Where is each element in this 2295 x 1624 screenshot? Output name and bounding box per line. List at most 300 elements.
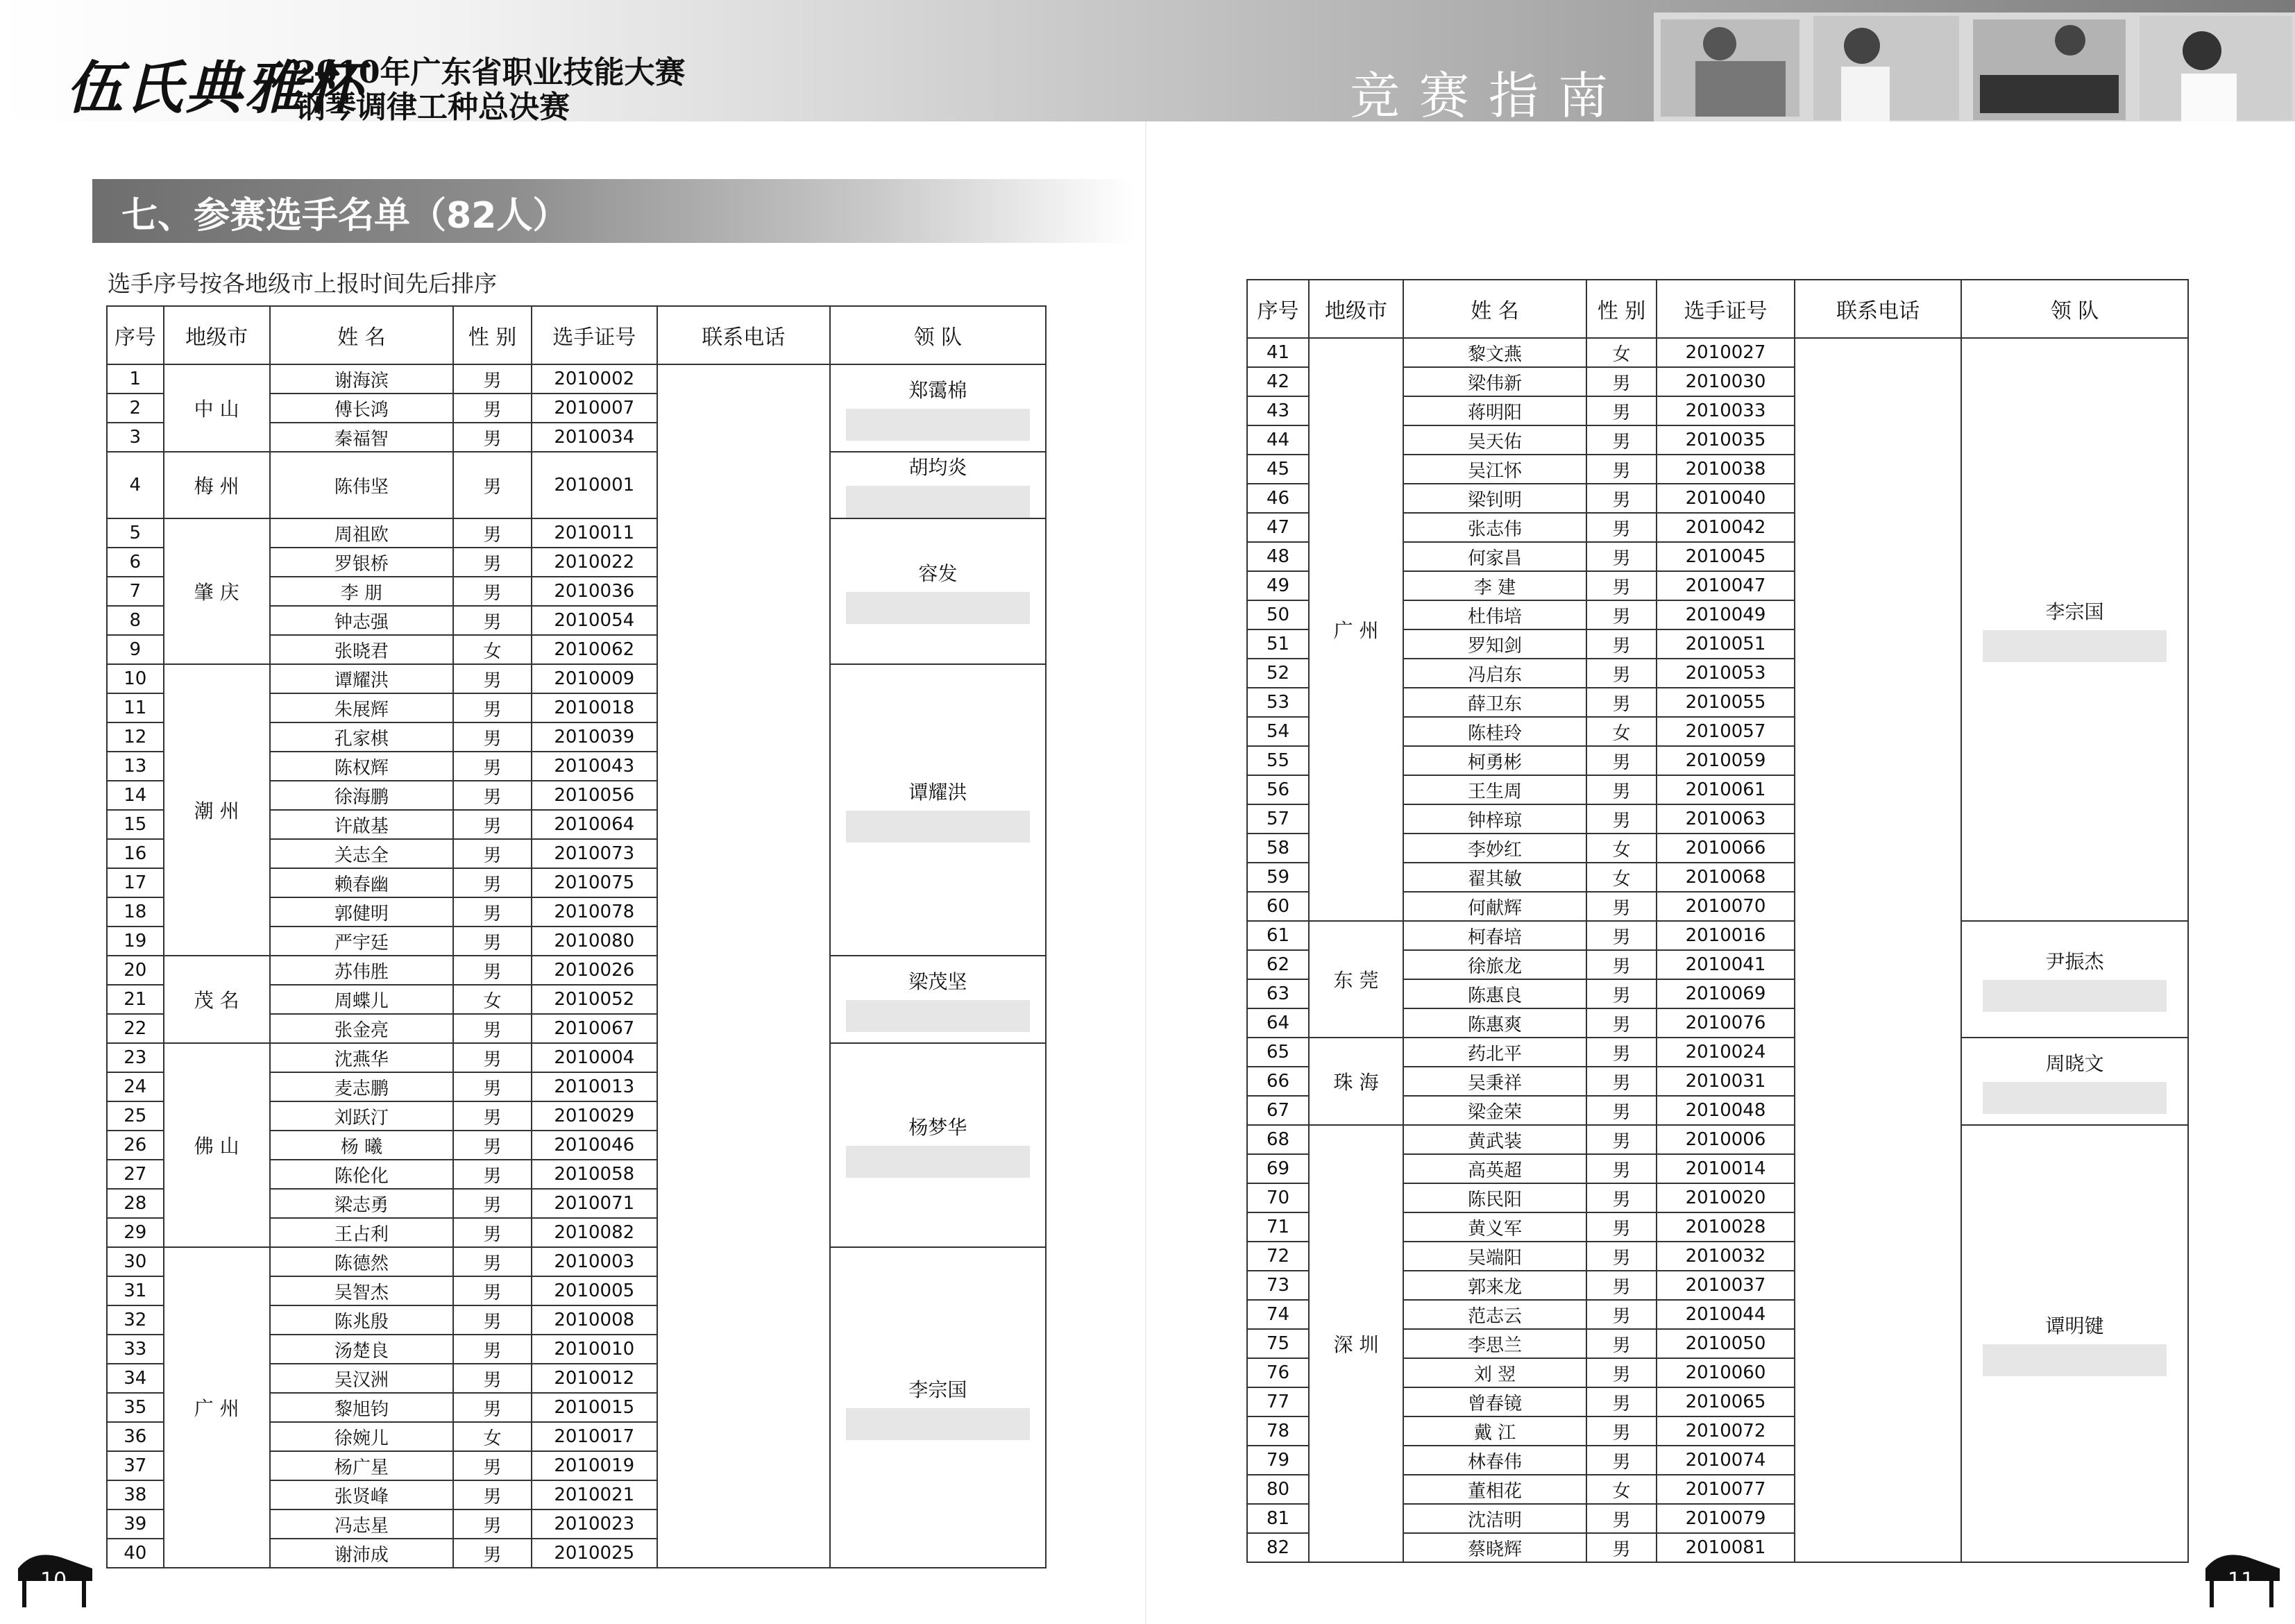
- city-cell: 潮 州: [164, 664, 270, 956]
- player-id-cell: 2010070: [1657, 892, 1795, 921]
- name-cell: 赖春幽: [270, 868, 454, 897]
- leader-phone-placeholder: [846, 592, 1030, 624]
- name-cell: 冯启东: [1403, 659, 1586, 688]
- player-id-cell: 2010069: [1657, 979, 1795, 1008]
- seq-cell: 71: [1247, 1212, 1309, 1242]
- player-id-cell: 2010015: [532, 1393, 657, 1422]
- name-cell: 梁金荣: [1403, 1096, 1586, 1125]
- seq-cell: 77: [1247, 1387, 1309, 1416]
- name-cell: 梁伟新: [1403, 367, 1586, 396]
- brand-logo: 伍氏典雅杯: [66, 55, 364, 121]
- seq-cell: 23: [107, 1043, 164, 1072]
- gender-cell: 女: [453, 635, 532, 664]
- player-id-cell: 2010043: [532, 752, 657, 781]
- seq-cell: 22: [107, 1014, 164, 1043]
- gender-cell: 男: [1586, 1038, 1657, 1067]
- leader-phone-placeholder: [1983, 1082, 2167, 1114]
- name-cell: 陈伦化: [270, 1160, 454, 1189]
- phone-cell: [657, 364, 830, 1568]
- player-id-cell: 2010001: [532, 452, 657, 518]
- name-cell: 徐婉儿: [270, 1422, 454, 1451]
- player-id-cell: 2010022: [532, 548, 657, 577]
- page-number-right: [2200, 1548, 2283, 1610]
- seq-cell: 12: [107, 722, 164, 752]
- seq-cell: 39: [107, 1509, 164, 1539]
- name-cell: 李 朋: [270, 577, 454, 606]
- leader-name: 谭耀洪: [908, 781, 967, 804]
- seq-cell: 70: [1247, 1183, 1309, 1212]
- col-city: 地级市: [1309, 280, 1403, 338]
- gender-cell: 男: [453, 868, 532, 897]
- col-leader: 领 队: [830, 306, 1046, 364]
- gender-cell: 男: [453, 927, 532, 956]
- seq-cell: 7: [107, 577, 164, 606]
- leader-cell: [1961, 1125, 2188, 1562]
- city-cell: 东 莞: [1309, 921, 1403, 1038]
- gender-cell: 男: [453, 423, 532, 452]
- seq-cell: 51: [1247, 629, 1309, 659]
- player-id-cell: 2010047: [1657, 571, 1795, 600]
- seq-cell: 46: [1247, 484, 1309, 513]
- seq-cell: 53: [1247, 688, 1309, 717]
- gender-cell: 男: [1586, 1096, 1657, 1125]
- table-row: [107, 1247, 1046, 1276]
- seq-cell: 55: [1247, 746, 1309, 775]
- leader-name: 容发: [918, 562, 958, 585]
- competition-title-line1: 2010年广东省职业技能大赛: [295, 55, 686, 90]
- seq-cell: 54: [1247, 717, 1309, 746]
- player-id-cell: 2010080: [532, 927, 657, 956]
- seq-cell: 18: [107, 897, 164, 927]
- seq-cell: 62: [1247, 950, 1309, 979]
- player-id-cell: 2010011: [532, 518, 657, 548]
- col-phone: 联系电话: [1795, 280, 1961, 338]
- seq-cell: 73: [1247, 1271, 1309, 1300]
- seq-cell: 13: [107, 752, 164, 781]
- seq-cell: 42: [1247, 367, 1309, 396]
- name-cell: 柯春培: [1403, 921, 1586, 950]
- player-id-cell: 2010068: [1657, 863, 1795, 892]
- player-id-cell: 2010038: [1657, 455, 1795, 484]
- player-id-cell: 2010002: [532, 364, 657, 394]
- player-id-cell: 2010066: [1657, 834, 1795, 863]
- name-cell: 关志全: [270, 839, 454, 868]
- player-id-cell: 2010082: [532, 1218, 657, 1247]
- player-id-cell: 2010025: [532, 1539, 657, 1568]
- leader-cell: [1961, 338, 2188, 921]
- player-id-cell: 2010039: [532, 722, 657, 752]
- seq-cell: 28: [107, 1189, 164, 1218]
- table-row: [1247, 921, 2188, 950]
- gender-cell: 女: [453, 1422, 532, 1451]
- player-id-cell: 2010007: [532, 394, 657, 423]
- col-gender: 性 别: [1586, 280, 1657, 338]
- name-cell: 朱展辉: [270, 693, 454, 722]
- table-row: [1247, 1125, 2188, 1154]
- gender-cell: 男: [1586, 950, 1657, 979]
- player-id-cell: 2010023: [532, 1509, 657, 1539]
- player-id-cell: 2010019: [532, 1451, 657, 1480]
- gender-cell: 男: [453, 1539, 532, 1568]
- seq-cell: 2: [107, 394, 164, 423]
- player-id-cell: 2010004: [532, 1043, 657, 1072]
- roster-body-right: [1247, 338, 2188, 1562]
- gender-cell: 男: [453, 577, 532, 606]
- gender-cell: 男: [1586, 1358, 1657, 1387]
- leader-phone-placeholder: [1983, 980, 2167, 1012]
- name-cell: 钟志强: [270, 606, 454, 635]
- page-gutter: [1145, 121, 1146, 1624]
- gender-cell: 男: [1586, 1183, 1657, 1212]
- seq-cell: 31: [107, 1276, 164, 1305]
- name-cell: 李思兰: [1403, 1329, 1586, 1358]
- seq-cell: 41: [1247, 338, 1309, 367]
- seq-cell: 69: [1247, 1154, 1309, 1183]
- gender-cell: 男: [1586, 1008, 1657, 1038]
- gender-cell: 男: [1586, 746, 1657, 775]
- seq-cell: 10: [107, 664, 164, 693]
- table-row: [107, 518, 1046, 548]
- name-cell: 范志云: [1403, 1300, 1586, 1329]
- city-cell: 佛 山: [164, 1043, 270, 1247]
- player-id-cell: 2010081: [1657, 1533, 1795, 1562]
- gender-cell: 男: [453, 1072, 532, 1101]
- seq-cell: 64: [1247, 1008, 1309, 1038]
- header-photo-strip: [1654, 12, 2295, 121]
- gender-cell: 男: [453, 1509, 532, 1539]
- name-cell: 严宇廷: [270, 927, 454, 956]
- seq-cell: 81: [1247, 1504, 1309, 1533]
- leader-name: 胡均炎: [908, 456, 967, 479]
- name-cell: 黎旭钧: [270, 1393, 454, 1422]
- seq-cell: 3: [107, 423, 164, 452]
- leader-cell: [1961, 1038, 2188, 1125]
- player-id-cell: 2010071: [532, 1189, 657, 1218]
- gender-cell: 男: [453, 1189, 532, 1218]
- leader-name: 梁茂坚: [908, 970, 967, 993]
- name-cell: 刘跃汀: [270, 1101, 454, 1131]
- player-id-cell: 2010012: [532, 1364, 657, 1393]
- seq-cell: 68: [1247, 1125, 1309, 1154]
- gender-cell: 男: [1586, 892, 1657, 921]
- name-cell: 谢海滨: [270, 364, 454, 394]
- gender-cell: 男: [453, 781, 532, 810]
- gender-cell: 男: [1586, 1387, 1657, 1416]
- player-id-cell: 2010055: [1657, 688, 1795, 717]
- player-id-cell: 2010060: [1657, 1358, 1795, 1387]
- name-cell: 梁志勇: [270, 1189, 454, 1218]
- player-id-cell: 2010078: [532, 897, 657, 927]
- gender-cell: 男: [1586, 804, 1657, 834]
- seq-cell: 78: [1247, 1416, 1309, 1446]
- seq-cell: 44: [1247, 425, 1309, 455]
- gender-cell: 男: [1586, 484, 1657, 513]
- name-cell: 柯勇彬: [1403, 746, 1586, 775]
- seq-cell: 25: [107, 1101, 164, 1131]
- name-cell: 徐海鹏: [270, 781, 454, 810]
- seq-cell: 79: [1247, 1446, 1309, 1475]
- seq-cell: 40: [107, 1539, 164, 1568]
- player-id-cell: 2010006: [1657, 1125, 1795, 1154]
- name-cell: 刘 翌: [1403, 1358, 1586, 1387]
- player-id-cell: 2010036: [532, 577, 657, 606]
- gender-cell: 男: [1586, 1154, 1657, 1183]
- player-id-cell: 2010026: [532, 956, 657, 985]
- player-id-cell: 2010020: [1657, 1183, 1795, 1212]
- name-cell: 周蝶儿: [270, 985, 454, 1014]
- player-id-cell: 2010064: [532, 810, 657, 839]
- name-cell: 李妙红: [1403, 834, 1586, 863]
- seq-cell: 43: [1247, 396, 1309, 425]
- name-cell: 翟其敏: [1403, 863, 1586, 892]
- seq-cell: 59: [1247, 863, 1309, 892]
- leader-cell: [830, 956, 1046, 1043]
- name-cell: 蔡晓辉: [1403, 1533, 1586, 1562]
- leader-phone-placeholder: [846, 1408, 1030, 1440]
- player-id-cell: 2010032: [1657, 1242, 1795, 1271]
- name-cell: 张志伟: [1403, 513, 1586, 542]
- player-id-cell: 2010003: [532, 1247, 657, 1276]
- competition-title-line2: 钢琴调律工种总决赛: [295, 90, 570, 125]
- seq-cell: 80: [1247, 1475, 1309, 1504]
- leader-name: 谭明键: [2045, 1314, 2104, 1337]
- player-id-cell: 2010016: [1657, 921, 1795, 950]
- col-id: 选手证号: [1657, 280, 1795, 338]
- seq-cell: 35: [107, 1393, 164, 1422]
- seq-cell: 6: [107, 548, 164, 577]
- name-cell: 许啟基: [270, 810, 454, 839]
- gender-cell: 男: [453, 548, 532, 577]
- leader-phone-placeholder: [1983, 1344, 2167, 1376]
- name-cell: 罗银桥: [270, 548, 454, 577]
- leader-cell: [830, 664, 1046, 956]
- gender-cell: 男: [1586, 396, 1657, 425]
- player-id-cell: 2010037: [1657, 1271, 1795, 1300]
- gender-cell: 男: [1586, 921, 1657, 950]
- gender-cell: 男: [1586, 1271, 1657, 1300]
- name-cell: 黄武装: [1403, 1125, 1586, 1154]
- seq-cell: 48: [1247, 542, 1309, 571]
- city-cell: 中 山: [164, 364, 270, 452]
- player-id-cell: 2010073: [532, 839, 657, 868]
- player-id-cell: 2010065: [1657, 1387, 1795, 1416]
- seq-cell: 63: [1247, 979, 1309, 1008]
- seq-cell: 24: [107, 1072, 164, 1101]
- seq-cell: 5: [107, 518, 164, 548]
- player-id-cell: 2010061: [1657, 775, 1795, 804]
- leader-phone-placeholder: [846, 811, 1030, 843]
- leader-cell: [830, 364, 1046, 452]
- seq-cell: 20: [107, 956, 164, 985]
- leader-box: [1962, 1049, 2187, 1114]
- player-id-cell: 2010014: [1657, 1154, 1795, 1183]
- seq-cell: 57: [1247, 804, 1309, 834]
- player-id-cell: 2010079: [1657, 1504, 1795, 1533]
- player-id-cell: 2010031: [1657, 1067, 1795, 1096]
- gender-cell: 男: [453, 664, 532, 693]
- gender-cell: 男: [1586, 1329, 1657, 1358]
- roster-table-left: [106, 305, 1047, 1568]
- name-cell: 杨广星: [270, 1451, 454, 1480]
- name-cell: 陈惠爽: [1403, 1008, 1586, 1038]
- name-cell: 苏伟胜: [270, 956, 454, 985]
- name-cell: 林春伟: [1403, 1446, 1586, 1475]
- seq-cell: 9: [107, 635, 164, 664]
- gender-cell: 男: [453, 1305, 532, 1335]
- name-cell: 戴 江: [1403, 1416, 1586, 1446]
- gender-cell: 女: [1586, 717, 1657, 746]
- name-cell: 陈民阳: [1403, 1183, 1586, 1212]
- seq-cell: 21: [107, 985, 164, 1014]
- seq-cell: 49: [1247, 571, 1309, 600]
- player-id-cell: 2010049: [1657, 600, 1795, 629]
- name-cell: 吴智杰: [270, 1276, 454, 1305]
- gender-cell: 男: [1586, 629, 1657, 659]
- leader-box: [1962, 1311, 2187, 1376]
- col-seq: 序号: [1247, 280, 1309, 338]
- name-cell: 黎文燕: [1403, 338, 1586, 367]
- roster-body-left: [107, 364, 1046, 1568]
- seq-cell: 17: [107, 868, 164, 897]
- name-cell: 吴端阳: [1403, 1242, 1586, 1271]
- player-id-cell: 2010027: [1657, 338, 1795, 367]
- gender-cell: 男: [1586, 600, 1657, 629]
- player-id-cell: 2010059: [1657, 746, 1795, 775]
- leader-cell: [830, 1043, 1046, 1247]
- page-number-left-text: 10: [40, 1568, 67, 1593]
- leader-box: [831, 967, 1045, 1032]
- player-id-cell: 2010030: [1657, 367, 1795, 396]
- name-cell: 秦福智: [270, 423, 454, 452]
- name-cell: 沈燕华: [270, 1043, 454, 1072]
- leader-phone-placeholder: [846, 486, 1030, 518]
- seq-cell: 4: [107, 452, 164, 518]
- player-id-cell: 2010072: [1657, 1416, 1795, 1446]
- gender-cell: 男: [453, 752, 532, 781]
- seq-cell: 60: [1247, 892, 1309, 921]
- table-row: [107, 364, 1046, 394]
- gender-cell: 男: [1586, 979, 1657, 1008]
- name-cell: 孔家棋: [270, 722, 454, 752]
- player-id-cell: 2010062: [532, 635, 657, 664]
- gender-cell: 女: [1586, 834, 1657, 863]
- seq-cell: 47: [1247, 513, 1309, 542]
- player-id-cell: 2010009: [532, 664, 657, 693]
- seq-cell: 32: [107, 1305, 164, 1335]
- gender-cell: 男: [453, 722, 532, 752]
- name-cell: 陈伟坚: [270, 452, 454, 518]
- gender-cell: 女: [453, 985, 532, 1014]
- gender-cell: 男: [1586, 1242, 1657, 1271]
- gender-cell: 男: [453, 1451, 532, 1480]
- leader-box: [831, 452, 1045, 518]
- gender-cell: 男: [1586, 367, 1657, 396]
- name-cell: 陈惠良: [1403, 979, 1586, 1008]
- name-cell: 陈桂玲: [1403, 717, 1586, 746]
- seq-cell: 76: [1247, 1358, 1309, 1387]
- name-cell: 吴秉祥: [1403, 1067, 1586, 1096]
- seq-cell: 8: [107, 606, 164, 635]
- gender-cell: 男: [453, 897, 532, 927]
- leader-box: [1962, 597, 2187, 662]
- gender-cell: 男: [453, 394, 532, 423]
- name-cell: 吴天佑: [1403, 425, 1586, 455]
- player-id-cell: 2010021: [532, 1480, 657, 1509]
- name-cell: 高英超: [1403, 1154, 1586, 1183]
- seq-cell: 30: [107, 1247, 164, 1276]
- gender-cell: 男: [453, 452, 532, 518]
- player-id-cell: 2010041: [1657, 950, 1795, 979]
- player-id-cell: 2010056: [532, 781, 657, 810]
- name-cell: 钟梓琼: [1403, 804, 1586, 834]
- gender-cell: 男: [453, 1335, 532, 1364]
- name-cell: 黄义军: [1403, 1212, 1586, 1242]
- gender-cell: 男: [453, 606, 532, 635]
- gender-cell: 男: [453, 1043, 532, 1072]
- player-id-cell: 2010067: [532, 1014, 657, 1043]
- player-id-cell: 2010017: [532, 1422, 657, 1451]
- page-header: [0, 0, 2295, 125]
- name-cell: 陈兆殷: [270, 1305, 454, 1335]
- seq-cell: 52: [1247, 659, 1309, 688]
- guide-title: 竞赛指南: [1350, 67, 1628, 125]
- table-row: [107, 452, 1046, 518]
- seq-cell: 38: [107, 1480, 164, 1509]
- name-cell: 何家昌: [1403, 542, 1586, 571]
- seq-cell: 74: [1247, 1300, 1309, 1329]
- name-cell: 张金亮: [270, 1014, 454, 1043]
- player-id-cell: 2010046: [532, 1131, 657, 1160]
- name-cell: 梁钊明: [1403, 484, 1586, 513]
- player-id-cell: 2010048: [1657, 1096, 1795, 1125]
- city-cell: 广 州: [1309, 338, 1403, 921]
- player-id-cell: 2010042: [1657, 513, 1795, 542]
- gender-cell: 女: [1586, 1475, 1657, 1504]
- player-id-cell: 2010010: [532, 1335, 657, 1364]
- name-cell: 谭耀洪: [270, 664, 454, 693]
- gender-cell: 男: [453, 1160, 532, 1189]
- player-id-cell: 2010053: [1657, 659, 1795, 688]
- seq-cell: 36: [107, 1422, 164, 1451]
- name-cell: 李 建: [1403, 571, 1586, 600]
- seq-cell: 67: [1247, 1096, 1309, 1125]
- player-id-cell: 2010075: [532, 868, 657, 897]
- name-cell: 王生周: [1403, 775, 1586, 804]
- player-id-cell: 2010033: [1657, 396, 1795, 425]
- col-gender: 性 别: [453, 306, 532, 364]
- gender-cell: 男: [453, 1101, 532, 1131]
- seq-cell: 34: [107, 1364, 164, 1393]
- col-leader: 领 队: [1961, 280, 2188, 338]
- player-id-cell: 2010074: [1657, 1446, 1795, 1475]
- city-cell: 茂 名: [164, 956, 270, 1043]
- gender-cell: 男: [1586, 775, 1657, 804]
- gender-cell: 男: [453, 1247, 532, 1276]
- name-cell: 陈权辉: [270, 752, 454, 781]
- leader-name: 李宗国: [908, 1378, 967, 1401]
- seq-cell: 50: [1247, 600, 1309, 629]
- player-id-cell: 2010076: [1657, 1008, 1795, 1038]
- name-cell: 杜伟培: [1403, 600, 1586, 629]
- gender-cell: 男: [453, 1218, 532, 1247]
- leader-box: [831, 559, 1045, 624]
- player-id-cell: 2010029: [532, 1101, 657, 1131]
- gender-cell: 男: [1586, 571, 1657, 600]
- gender-cell: 女: [1586, 863, 1657, 892]
- player-id-cell: 2010040: [1657, 484, 1795, 513]
- city-cell: 肇 庆: [164, 518, 270, 664]
- leader-phone-placeholder: [846, 1146, 1030, 1178]
